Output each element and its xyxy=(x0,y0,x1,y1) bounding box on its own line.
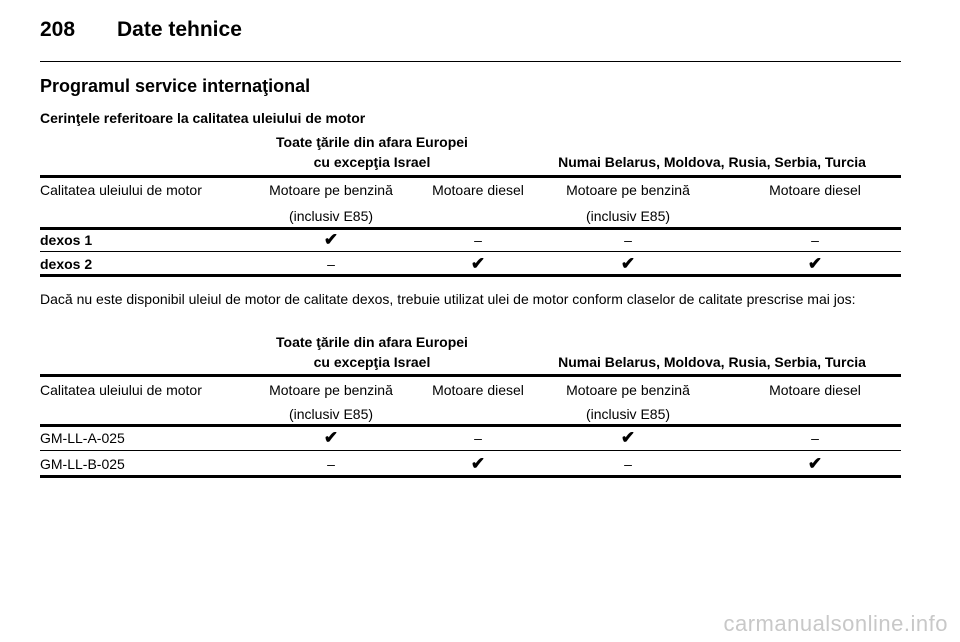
petrol-note: (inclusiv E85) xyxy=(585,406,671,422)
dash-cell: – xyxy=(474,430,482,446)
row-label: GM-LL-B-025 xyxy=(40,456,125,472)
petrol-label: Motoare pe benzină xyxy=(566,182,690,198)
dash-cell: – xyxy=(811,430,819,446)
header-divider xyxy=(40,61,901,62)
dash-cell: – xyxy=(327,256,335,272)
page-number: 208 xyxy=(40,18,76,41)
row-label: GM-LL-A-025 xyxy=(40,430,125,446)
dash-cell: – xyxy=(327,456,335,472)
group-header-line-1: Toate ţările din afara Europei xyxy=(276,334,468,350)
group-header-outside-europe xyxy=(250,132,494,172)
column-header-quality: Calitatea uleiului de motor xyxy=(40,382,202,398)
table-bottom-rule xyxy=(40,274,901,277)
table-bottom-rule xyxy=(40,475,901,478)
group-header-line-2: cu excepţia Israel xyxy=(313,154,431,170)
table-top-rule xyxy=(40,374,901,377)
dash-cell: – xyxy=(624,232,632,248)
column-header-petrol-2 xyxy=(545,380,711,424)
note-paragraph: Dacă nu este disponibil uleiul de motor de calitate dexos, trebuie utilizat ulei de motor conform claselor de calitate prescrise mai jos: xyxy=(40,291,856,307)
group-header-line-2: cu excepţia Israel xyxy=(313,354,431,370)
petrol-note: (inclusiv E85) xyxy=(288,208,374,224)
checkmark-icon: ✔ xyxy=(620,254,636,273)
checkmark-icon: ✔ xyxy=(323,230,339,249)
checkmark-icon: ✔ xyxy=(470,254,486,273)
table-subtitle: Cerinţele referitoare la calitatea uleiului de motor xyxy=(40,110,366,126)
footer-watermark: carmanualsonline.info xyxy=(723,611,948,636)
petrol-label: Motoare pe benzină xyxy=(269,182,393,198)
group-header-outside-europe xyxy=(250,332,494,372)
column-header-petrol xyxy=(248,380,414,424)
checkmark-icon: ✔ xyxy=(323,428,339,447)
table-top-rule xyxy=(40,175,901,178)
petrol-note: (inclusiv E85) xyxy=(288,406,374,422)
column-header-diesel: Motoare diesel xyxy=(432,182,524,198)
row-label: dexos 1 xyxy=(40,232,93,248)
group-header-belarus: Numai Belarus, Moldova, Rusia, Serbia, Turcia xyxy=(558,354,866,370)
row-divider xyxy=(40,450,901,451)
petrol-label: Motoare pe benzină xyxy=(566,382,690,398)
group-header-belarus: Numai Belarus, Moldova, Rusia, Serbia, Turcia xyxy=(558,154,866,170)
column-header-petrol xyxy=(248,180,414,226)
row-divider xyxy=(40,251,901,252)
checkmark-icon: ✔ xyxy=(807,254,823,273)
checkmark-icon: ✔ xyxy=(807,454,823,473)
column-header-diesel-2: Motoare diesel xyxy=(769,182,861,198)
column-header-diesel: Motoare diesel xyxy=(432,382,524,398)
petrol-label: Motoare pe benzină xyxy=(269,382,393,398)
column-header-quality: Calitatea uleiului de motor xyxy=(40,182,202,198)
checkmark-icon: ✔ xyxy=(620,428,636,447)
row-label: dexos 2 xyxy=(40,256,93,272)
group-header-line-1: Toate ţările din afara Europei xyxy=(276,134,468,150)
checkmark-icon: ✔ xyxy=(470,454,486,473)
page-title: Date tehnice xyxy=(117,18,242,41)
header-bottom-rule xyxy=(40,424,901,427)
column-header-petrol-2 xyxy=(545,180,711,226)
petrol-note: (inclusiv E85) xyxy=(585,208,671,224)
dash-cell: – xyxy=(474,232,482,248)
column-header-diesel-2: Motoare diesel xyxy=(769,382,861,398)
dash-cell: – xyxy=(811,232,819,248)
section-title: Programul service internaţional xyxy=(40,76,311,96)
dash-cell: – xyxy=(624,456,632,472)
